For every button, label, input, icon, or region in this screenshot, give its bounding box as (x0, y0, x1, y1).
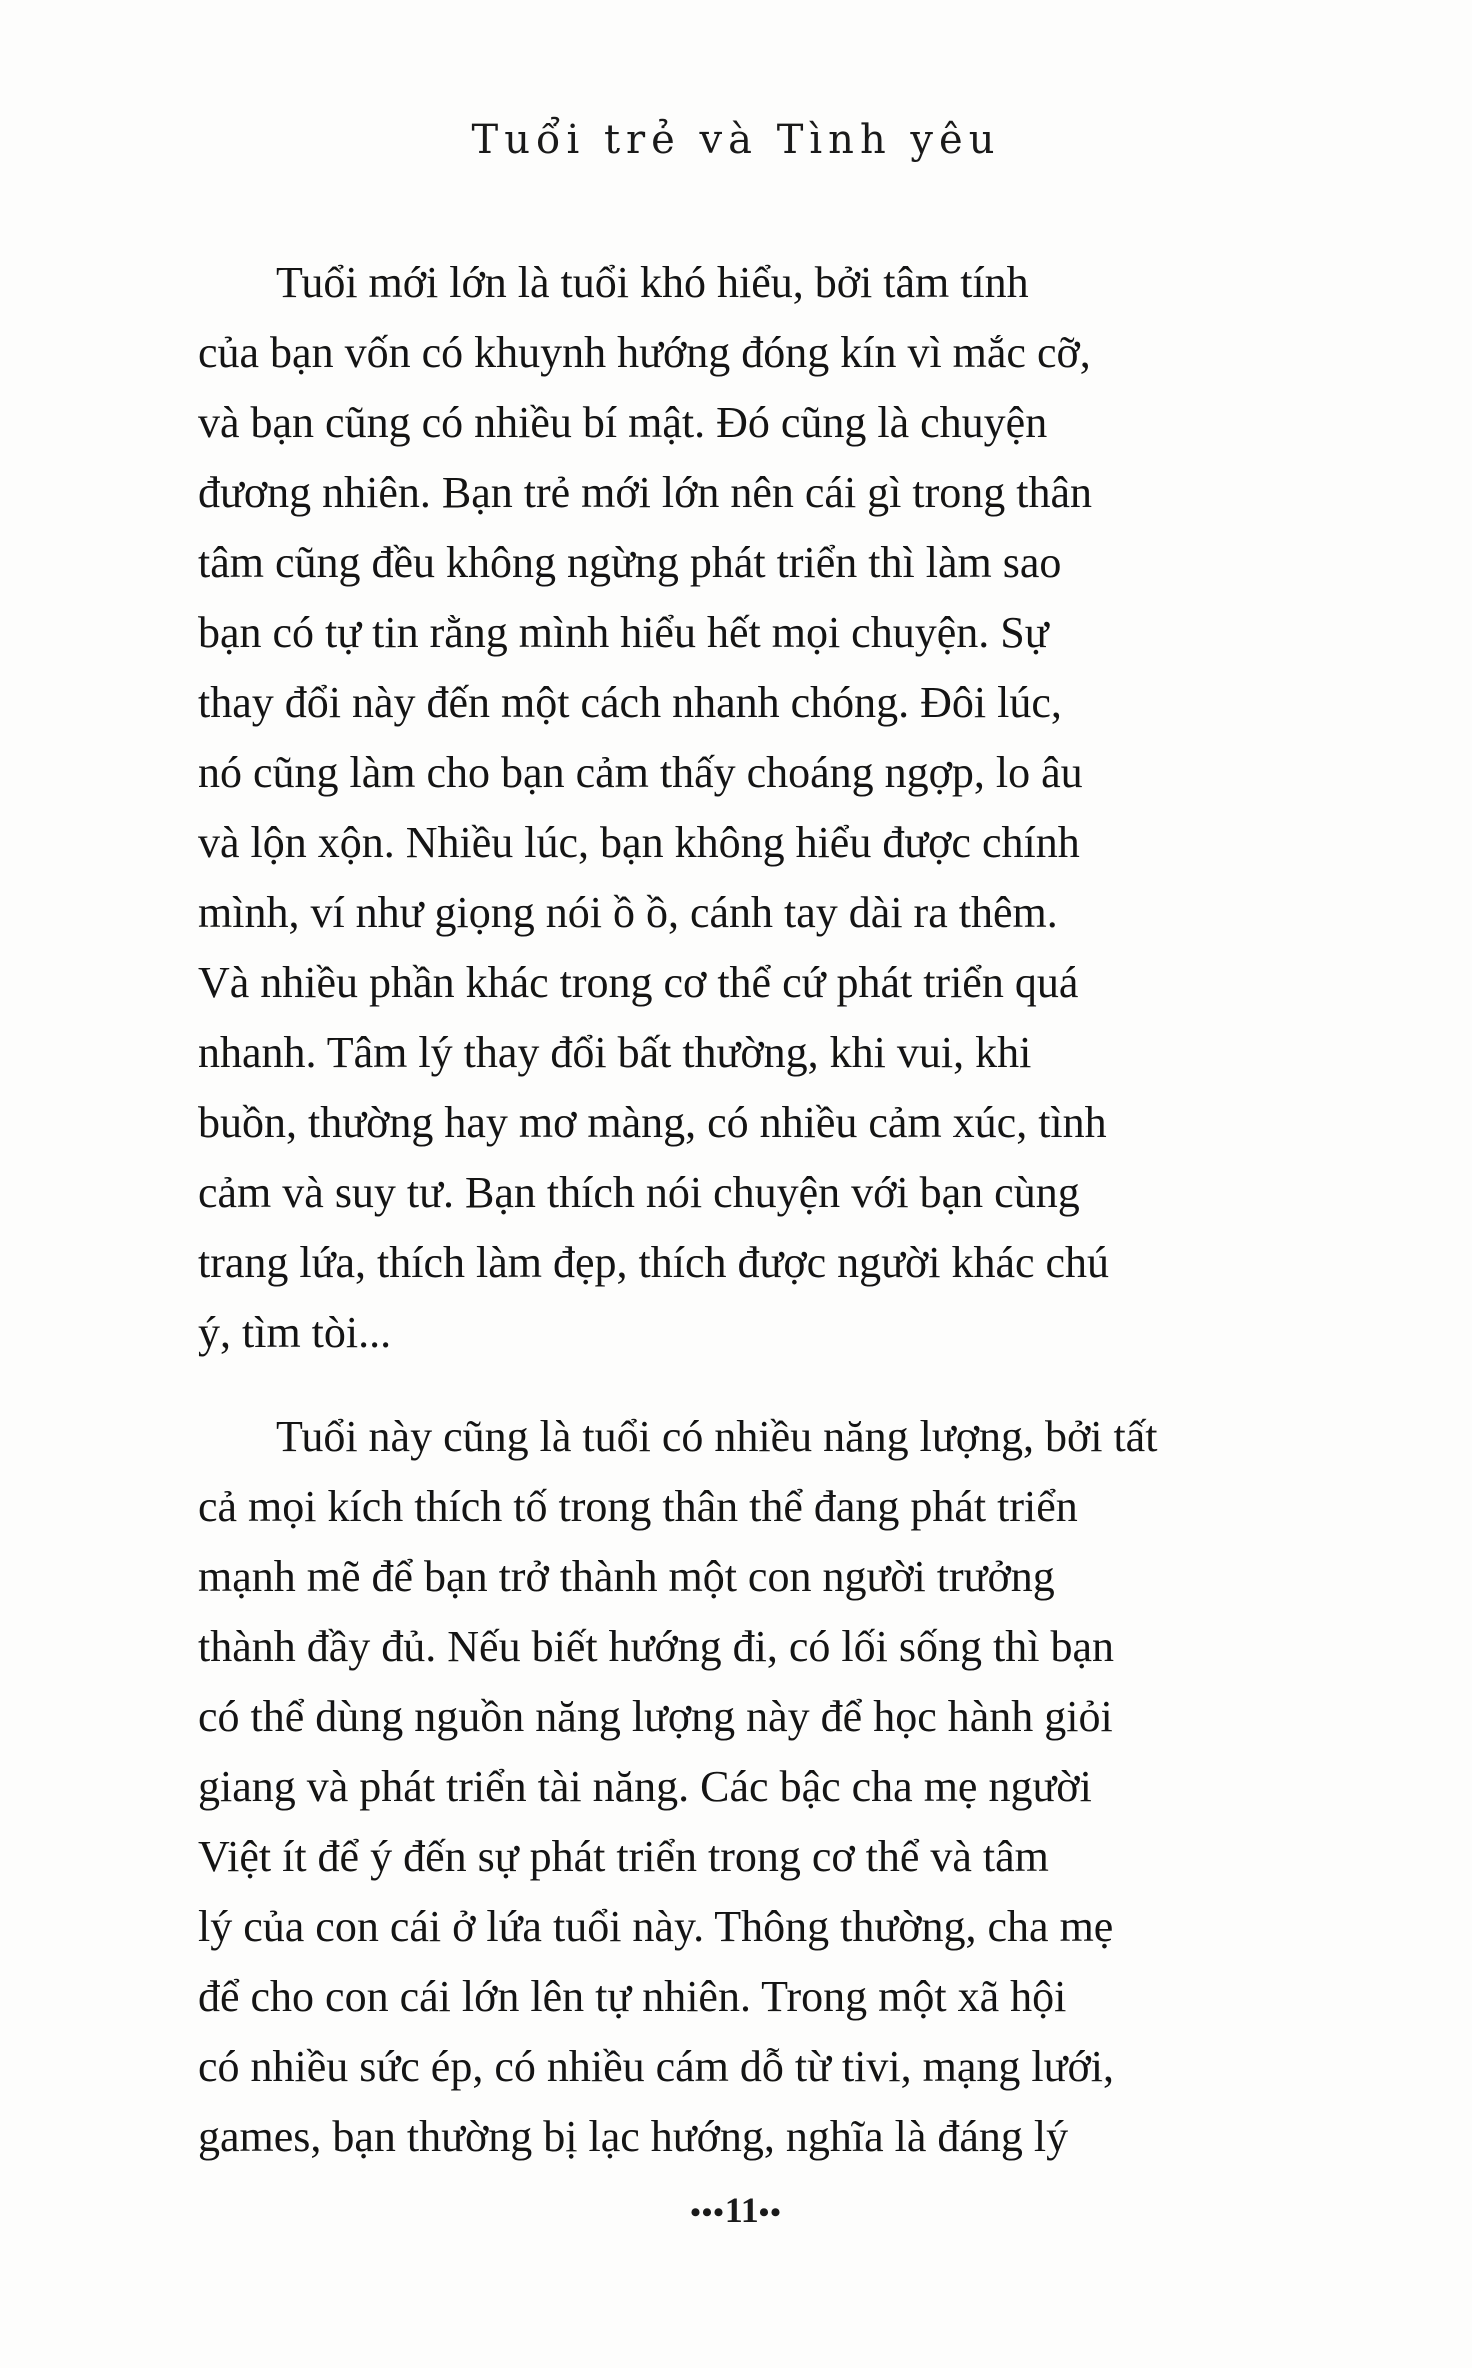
text-line: Tuổi này cũng là tuổi có nhiều năng lượng, bởi tất (276, 1412, 1158, 1461)
page-number: 11 (724, 2190, 759, 2230)
text-line: Tuổi mới lớn là tuổi khó hiểu, bởi tâm tính (276, 258, 1029, 307)
text-line: và lộn xộn. Nhiều lúc, bạn không hiểu được chính (198, 818, 1080, 867)
paragraph-1 (198, 248, 1298, 1368)
text-line: nó cũng làm cho bạn cảm thấy choáng ngợp, lo âu (198, 748, 1083, 797)
text-line: và bạn cũng có nhiều bí mật. Đó cũng là chuyện (198, 398, 1048, 447)
text-line: bạn có tự tin rằng mình hiểu hết mọi chuyện. Sự (198, 608, 1049, 657)
page-number-footer (0, 2185, 1472, 2238)
paragraph-2 (198, 1402, 1298, 2172)
text-line: giang và phát triển tài năng. Các bậc cha mẹ người (198, 1762, 1092, 1811)
left-ornament: ••• (690, 2196, 725, 2229)
text-line: mình, ví như giọng nói ồ ồ, cánh tay dài ra thêm. (198, 888, 1058, 937)
text-line: để cho con cái lớn lên tự nhiên. Trong một xã hội (198, 1972, 1067, 2021)
text-line: lý của con cái ở lứa tuổi này. Thông thường, cha mẹ (198, 1902, 1114, 1951)
text-line: của bạn vốn có khuynh hướng đóng kín vì mắc cỡ, (198, 328, 1091, 377)
body-text (198, 248, 1298, 2172)
text-line: đương nhiên. Bạn trẻ mới lớn nên cái gì trong thân (198, 468, 1093, 517)
text-line: cả mọi kích thích tố trong thân thể đang phát triển (198, 1482, 1078, 1531)
text-line: có nhiều sức ép, có nhiều cám dỗ từ tivi, mạng lưới, (198, 2042, 1114, 2091)
text-line: Việt ít để ý đến sự phát triển trong cơ thể và tâm (198, 1832, 1049, 1881)
right-ornament: •• (758, 2196, 782, 2229)
text-line: Và nhiều phần khác trong cơ thể cứ phát triển quá (198, 958, 1079, 1007)
text-line: tâm cũng đều không ngừng phát triển thì làm sao (198, 538, 1062, 587)
text-line: thành đầy đủ. Nếu biết hướng đi, có lối sống thì bạn (198, 1622, 1114, 1671)
text-line: ý, tìm tòi... (198, 1308, 392, 1357)
text-line: thay đổi này đến một cách nhanh chóng. Đôi lúc, (198, 678, 1062, 727)
text-line: games, bạn thường bị lạc hướng, nghĩa là đáng lý (198, 2112, 1069, 2161)
text-line: có thể dùng nguồn năng lượng này để học hành giỏi (198, 1692, 1113, 1741)
text-line: mạnh mẽ để bạn trở thành một con người trưởng (198, 1552, 1055, 1601)
paragraph-gap (198, 1368, 1298, 1402)
text-line: cảm và suy tư. Bạn thích nói chuyện với bạn cùng (198, 1168, 1080, 1217)
text-line: buồn, thường hay mơ màng, có nhiều cảm xúc, tình (198, 1098, 1107, 1147)
text-line: nhanh. Tâm lý thay đổi bất thường, khi vui, khi (198, 1028, 1032, 1077)
text-line: trang lứa, thích làm đẹp, thích được người khác chú (198, 1238, 1110, 1287)
running-header: Tuổi trẻ và Tình yêu (471, 117, 1001, 163)
